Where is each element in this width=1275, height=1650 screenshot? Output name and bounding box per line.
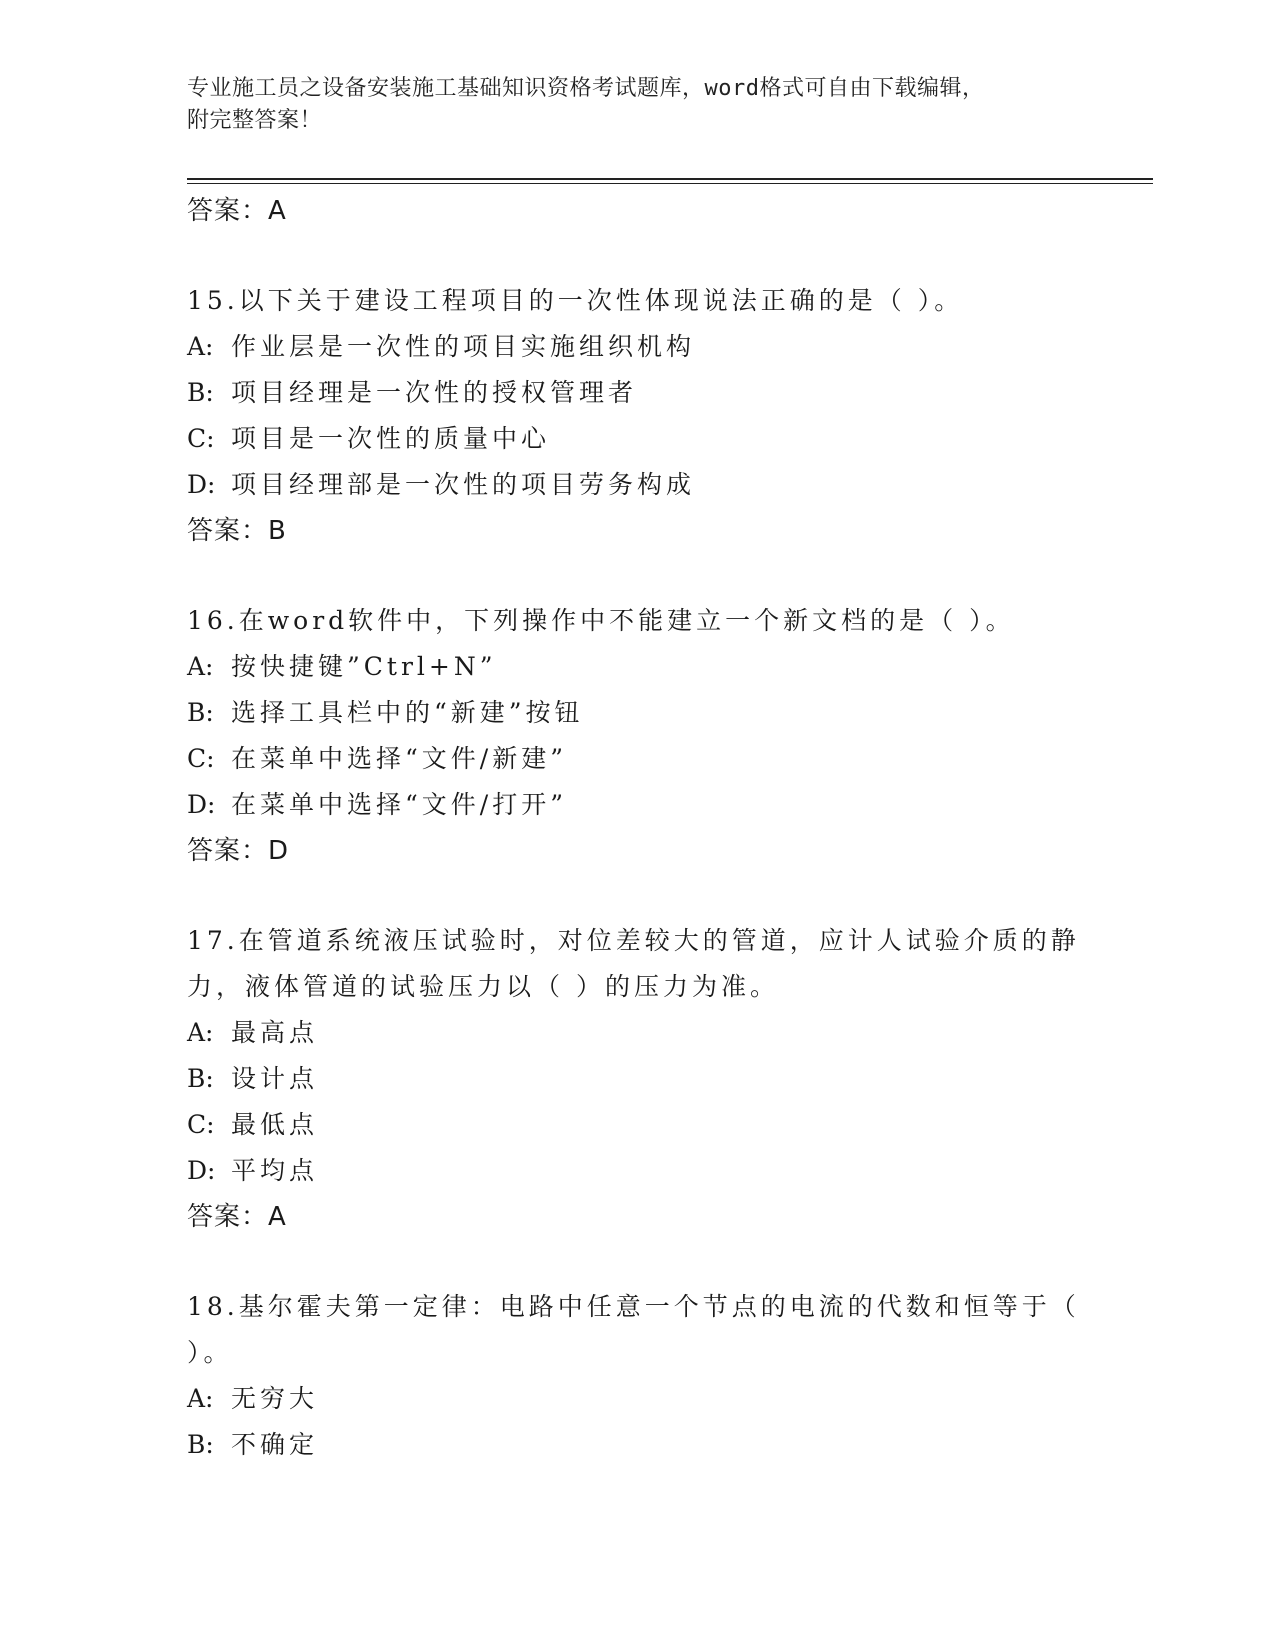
option-d <box>187 462 1087 508</box>
question-18 <box>187 1284 1087 1376</box>
option-b <box>187 370 1087 416</box>
option-letter: C: <box>187 424 215 453</box>
question-text: 15.以下关于建设工程项目的一次性体现说法正确的是（ ）。 <box>187 286 964 315</box>
option-letter: D: <box>187 790 216 819</box>
spacer <box>187 874 1087 918</box>
question-list <box>187 188 1087 1468</box>
answer-line: 答案：B <box>187 516 287 546</box>
option-a <box>187 644 1087 690</box>
option-letter: A: <box>187 652 214 681</box>
option-text: 在菜单中选择“文件/新建” <box>231 744 567 773</box>
option-text: 按快捷键”Ctrl+N” <box>231 652 497 681</box>
answer-line: 答案：A <box>187 196 287 226</box>
option-c <box>187 736 1087 782</box>
option-letter: B: <box>187 698 214 727</box>
option-text: 项目是一次性的质量中心 <box>231 424 551 453</box>
option-text: 最高点 <box>231 1018 319 1047</box>
option-text: 不确定 <box>231 1430 319 1459</box>
option-text: 无穷大 <box>231 1384 319 1413</box>
question-text: 18.基尔霍夫第一定律：电路中任意一个节点的电流的代数和恒等于（ ）。 <box>187 1292 1080 1367</box>
spacer <box>187 554 1087 598</box>
option-d <box>187 1148 1087 1194</box>
option-d <box>187 782 1087 828</box>
page-header <box>187 73 1067 137</box>
option-letter: C: <box>187 1110 215 1139</box>
option-letter: C: <box>187 744 215 773</box>
option-text: 平均点 <box>231 1156 319 1185</box>
option-letter: A: <box>187 1384 214 1413</box>
option-letter: B: <box>187 378 214 407</box>
option-text: 最低点 <box>231 1110 319 1139</box>
option-letter: A: <box>187 1018 214 1047</box>
answer-line: 答案：D <box>187 836 290 866</box>
option-a <box>187 324 1087 370</box>
option-b <box>187 690 1087 736</box>
option-a <box>187 1376 1087 1422</box>
option-text: 选择工具栏中的“新建”按钮 <box>231 698 584 727</box>
question-15 <box>187 278 1087 324</box>
option-text: 设计点 <box>231 1064 319 1093</box>
option-text: 作业层是一次性的项目实施组织机构 <box>231 332 696 361</box>
question-16 <box>187 598 1087 644</box>
question-text: 17.在管道系统液压试验时，对位差较大的管道，应计人试验介质的静力，液体管道的试验压力以（ ）的压力为准。 <box>187 926 1080 1001</box>
spacer <box>187 1240 1087 1284</box>
option-a <box>187 1010 1087 1056</box>
option-b <box>187 1422 1087 1468</box>
option-letter: D: <box>187 1156 216 1185</box>
option-text: 项目经理是一次性的授权管理者 <box>231 378 638 407</box>
option-letter: B: <box>187 1430 214 1459</box>
option-letter: B: <box>187 1064 214 1093</box>
answer-line: 答案：A <box>187 1202 287 1232</box>
option-letter: A: <box>187 332 214 361</box>
header-line-2: 附完整答案！ <box>187 108 323 133</box>
option-c <box>187 416 1087 462</box>
option-letter: D: <box>187 470 216 499</box>
header-divider <box>187 178 1153 180</box>
question-text: 16.在word软件中，下列操作中不能建立一个新文档的是（ ）。 <box>187 606 1015 635</box>
option-text: 在菜单中选择“文件/打开” <box>231 790 567 819</box>
option-b <box>187 1056 1087 1102</box>
option-text: 项目经理部是一次性的项目劳务构成 <box>231 470 696 499</box>
spacer <box>187 234 1087 278</box>
question-17 <box>187 918 1087 1010</box>
option-c <box>187 1102 1087 1148</box>
header-line-1: 专业施工员之设备安装施工基础知识资格考试题库，word格式可自由下载编辑， <box>187 76 985 101</box>
